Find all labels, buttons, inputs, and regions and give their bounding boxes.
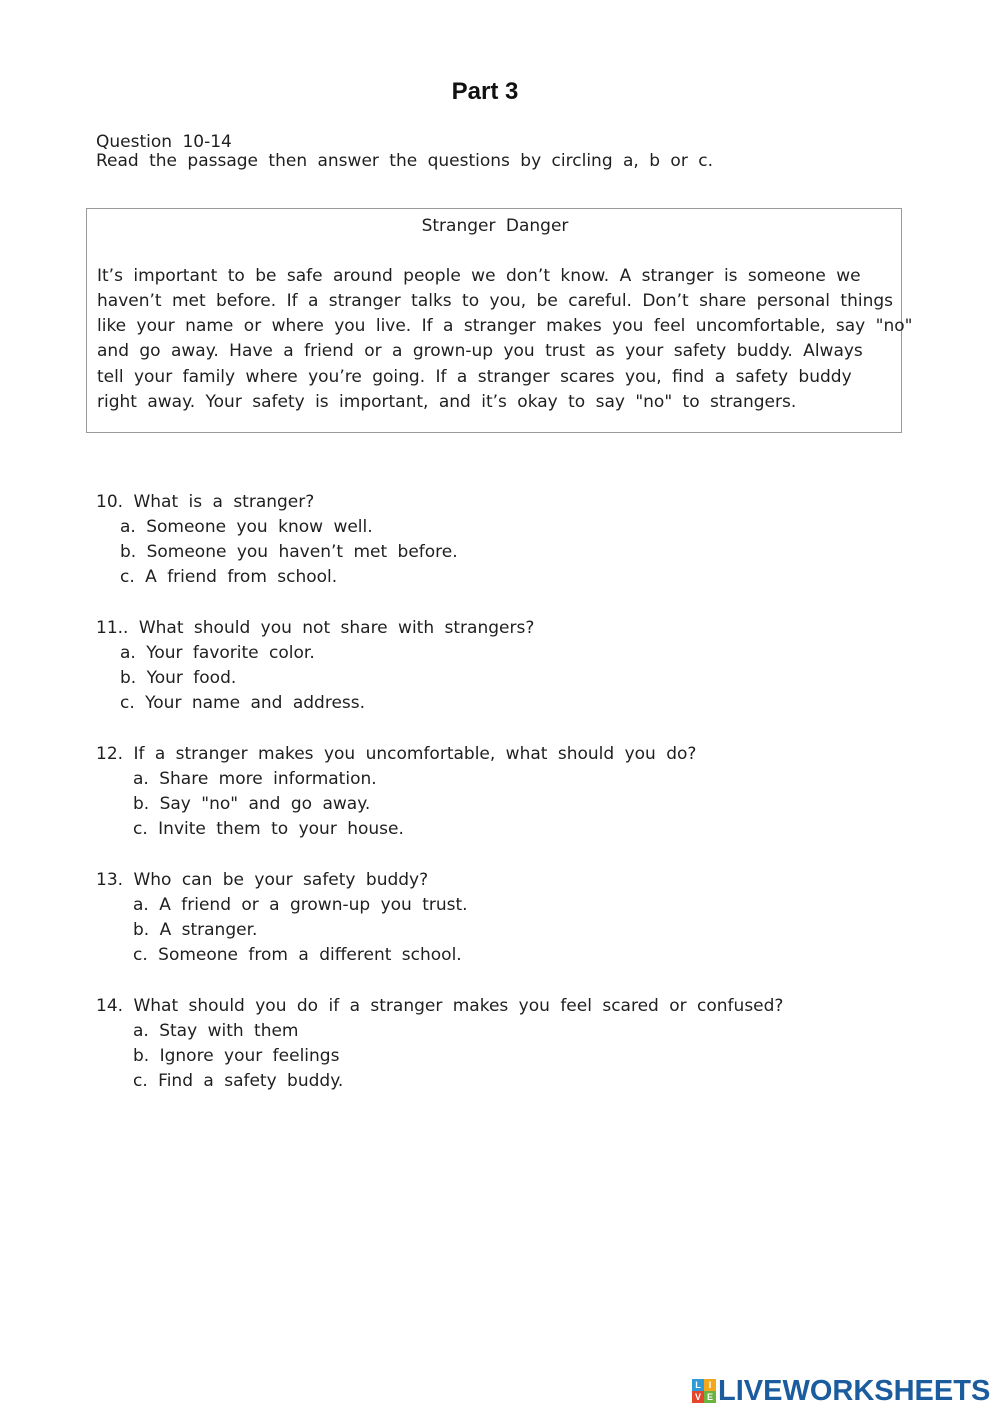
logo-mark-icon [692, 1379, 716, 1403]
answer-option-c[interactable]: c. Find a safety buddy. [133, 1071, 344, 1091]
answer-option-a[interactable]: a. Your favorite color. [120, 643, 315, 663]
answer-option-a[interactable]: a. Someone you know well. [120, 517, 373, 537]
question-text: 12. If a stranger makes you uncomfortable, what should you do? [96, 744, 697, 764]
passage-line: It’s important to be safe around people we don’t know. A stranger is someone we [97, 266, 861, 286]
question-text: 13. Who can be your safety buddy? [96, 870, 429, 890]
passage-line: right away. Your safety is important, and it’s okay to say "no" to strangers. [97, 392, 797, 412]
instructions-text: Read the passage then answer the questions by circling a, b or c. [96, 151, 713, 171]
answer-option-b[interactable]: b. A stranger. [133, 920, 258, 940]
logo-text: LIVEWORKSHEETS [718, 1374, 991, 1407]
question-range-label: Question 10-14 [96, 132, 232, 152]
page-title: Part 3 [451, 78, 519, 105]
answer-option-b[interactable]: b. Ignore your feelings [133, 1046, 340, 1066]
logo-mark-letter: V [692, 1391, 704, 1403]
answer-option-b[interactable]: b. Say "no" and go away. [133, 794, 371, 814]
answer-option-a[interactable]: a. A friend or a grown-up you trust. [133, 895, 468, 915]
question-text: 14. What should you do if a stranger makes you feel scared or confused? [96, 996, 784, 1016]
logo-mark-letter: E [704, 1391, 716, 1403]
passage-line: haven’t met before. If a stranger talks to you, be careful. Don’t share personal things [97, 291, 894, 311]
logo-mark-letter: I [704, 1379, 716, 1391]
answer-option-c[interactable]: c. A friend from school. [120, 567, 338, 587]
passage-line: tell your family where you’re going. If a stranger scares you, find a safety buddy [97, 367, 852, 387]
passage-line: like your name or where you live. If a stranger makes you feel uncomfortable, say "no" [97, 316, 913, 336]
answer-option-a[interactable]: a. Share more information. [133, 769, 377, 789]
answer-option-c[interactable]: c. Your name and address. [120, 693, 366, 713]
liveworksheets-logo [692, 1376, 990, 1406]
logo-mark-letter: L [692, 1379, 704, 1391]
question-text: 10. What is a stranger? [96, 492, 315, 512]
answer-option-b[interactable]: b. Your food. [120, 668, 237, 688]
passage-box [86, 208, 913, 433]
answer-option-c[interactable]: c. Invite them to your house. [133, 819, 404, 839]
answer-option-a[interactable]: a. Stay with them [133, 1021, 299, 1041]
passage-line: and go away. Have a friend or a grown-up you trust as your safety buddy. Always [97, 341, 863, 361]
question-text: 11.. What should you not share with strangers? [96, 618, 535, 638]
passage-title: Stranger Danger [421, 216, 569, 236]
answer-option-c[interactable]: c. Someone from a different school. [133, 945, 462, 965]
answer-option-b[interactable]: b. Someone you haven’t met before. [120, 542, 458, 562]
